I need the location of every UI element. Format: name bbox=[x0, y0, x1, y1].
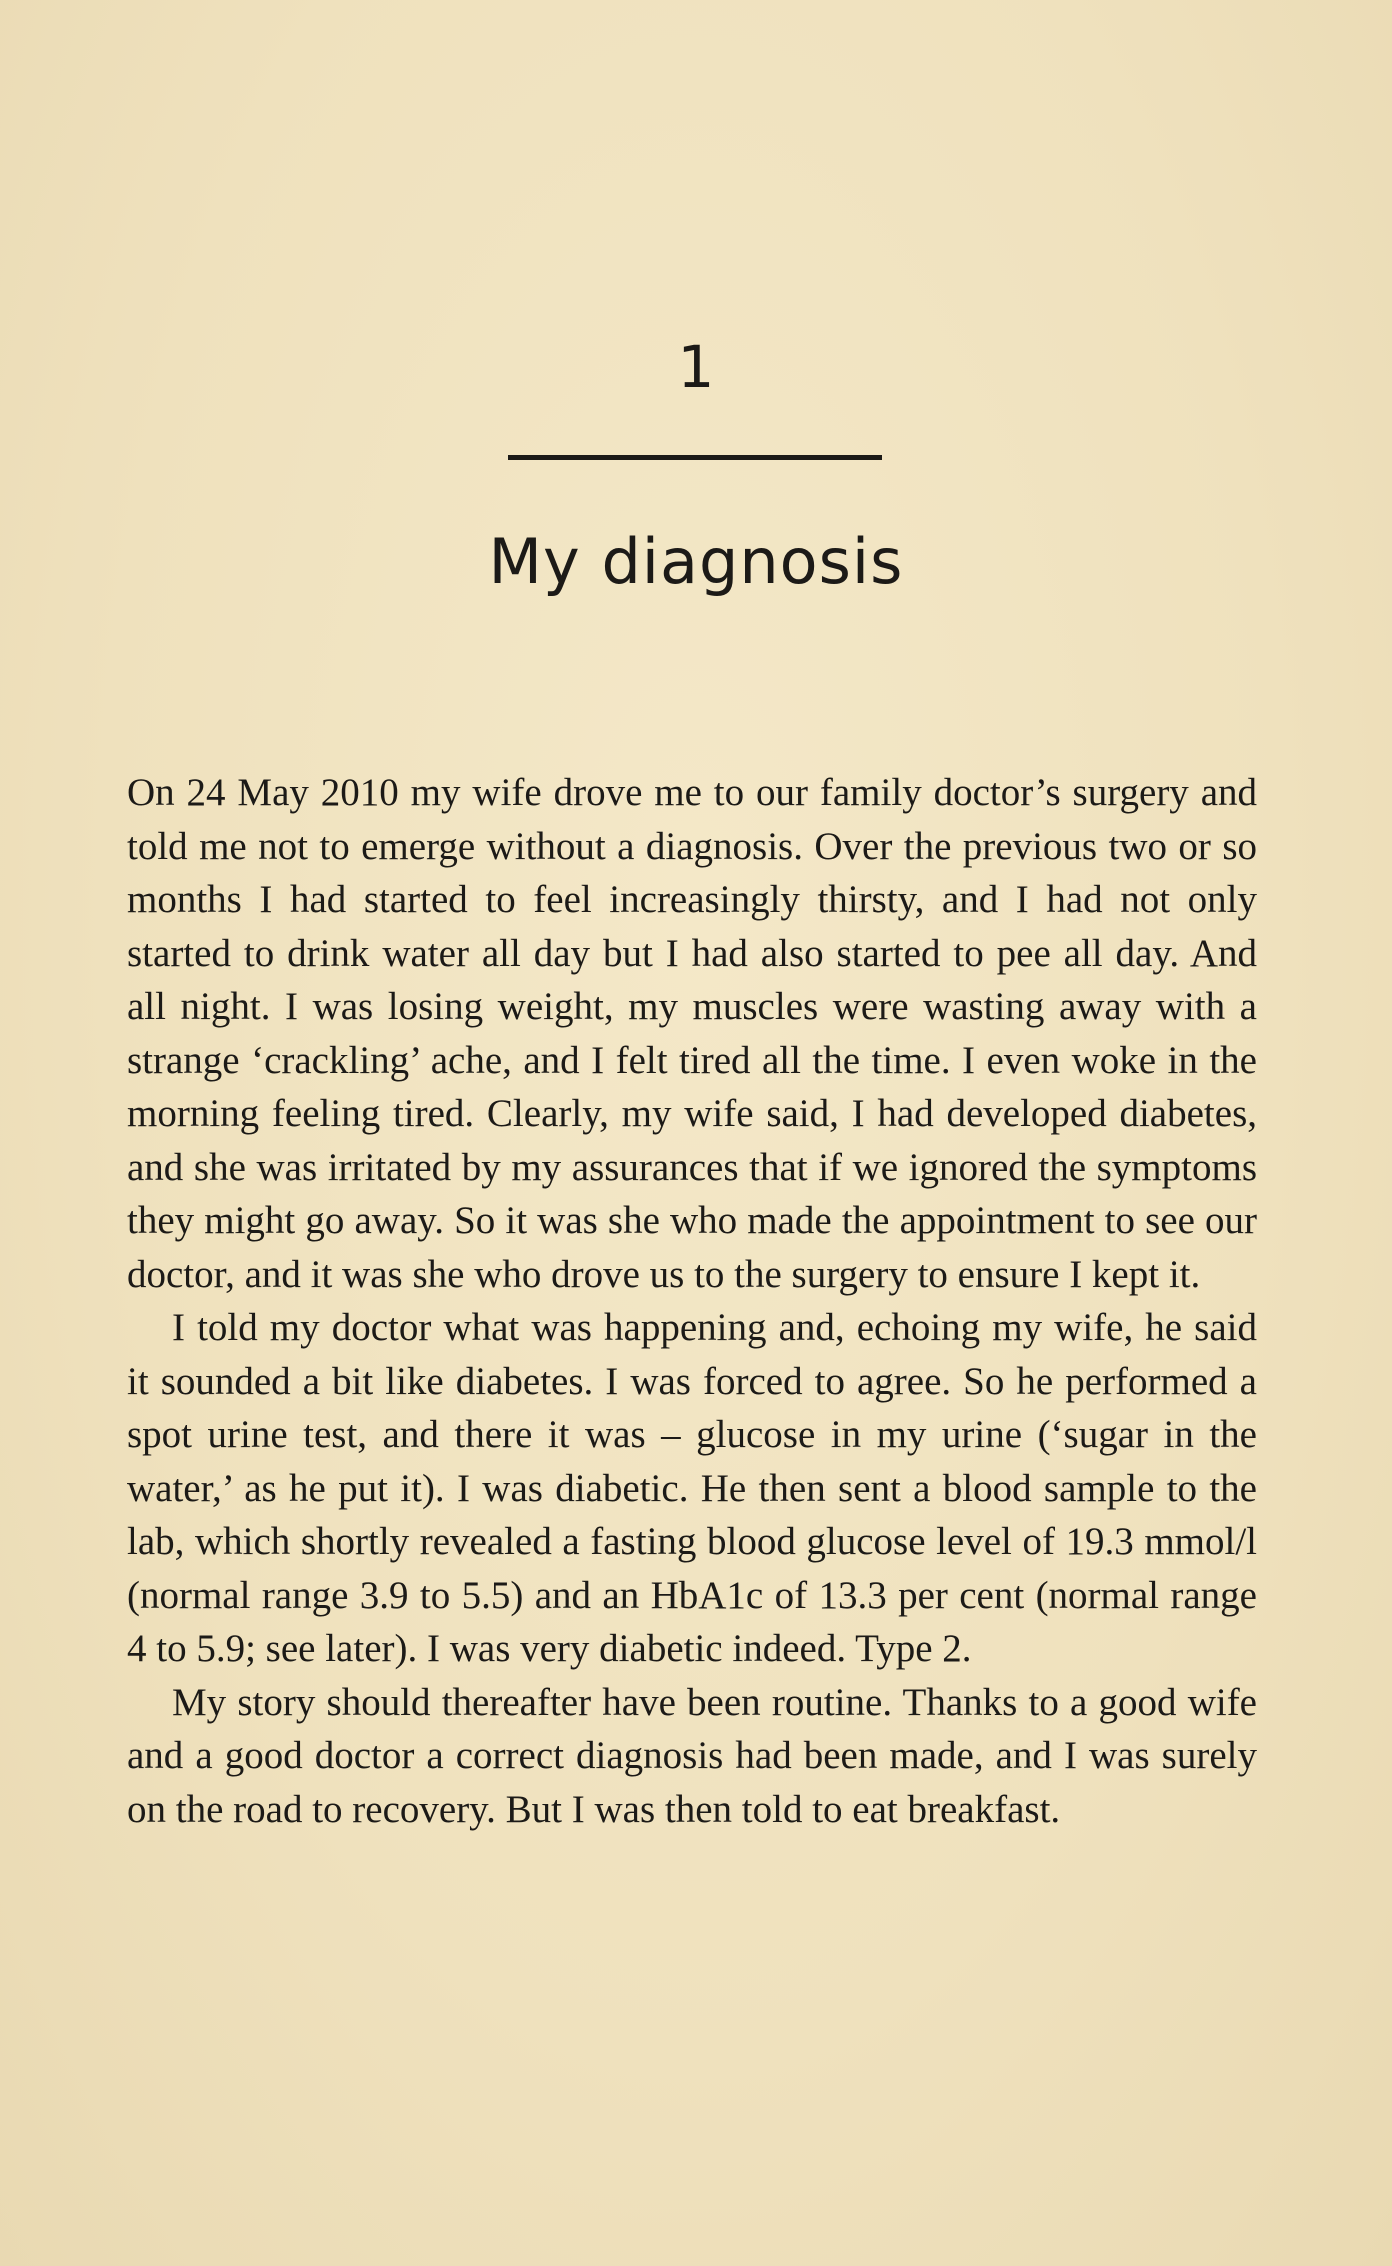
paragraph-3: My story should thereafter have been routine. Thanks to a good wife and a good doctor a correct diagnosis had been made, and I was surely on the road to recovery. But I was then told to eat breakfast. bbox=[127, 1680, 1257, 1831]
chapter-body bbox=[127, 766, 1257, 1836]
chapter-title: My diagnosis bbox=[488, 525, 904, 598]
chapter-divider bbox=[508, 455, 882, 460]
chapter-number: 1 bbox=[677, 333, 715, 401]
paragraph-2: I told my doctor what was happening and, echoing my wife, he said it sounded a bit like diabetes. I was forced to agree. So he performed a spot urine test, and there it was – glucose in my urine (‘sugar in the water,’ as he put it). I was diabetic. He then sent a blood sample to the lab, which shortly revealed a fasting blood glucose level of 19.3 mmol/l (normal range 3.9 to 5.5) and an HbA1c of 13.3 per cent (normal range 4 to 5.9; see later). I was very diabetic indeed. Type 2. bbox=[127, 1306, 1257, 1670]
paragraph-1: On 24 May 2010 my wife drove me to our family doctor’s surgery and told me not to emerge without a diagnosis. Over the previous two or so months I had started to feel increasingly thirsty, and I had not only started to drink water all day but I had also started to pee all day. And all night. I was losing weight, my muscles were wasting away with a strange ‘crackling’ ache, and I felt tired all the time. I even woke in the morning feeling tired. Clearly, my wife said, I had developed diabetes, and she was irritated by my assurances that if we ignored the symptoms they might go away. So it was she who made the appointment to see our doctor, and it was she who drove us to the surgery to ensure I kept it. bbox=[127, 771, 1257, 1296]
